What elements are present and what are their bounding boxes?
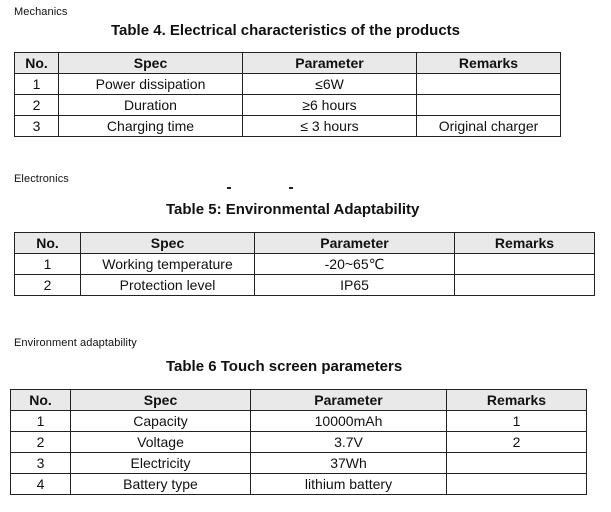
header-remarks: Remarks <box>447 390 587 411</box>
cell-parameter: 10000mAh <box>251 411 447 432</box>
stray-mark <box>289 187 293 189</box>
cell-parameter: ≤6W <box>243 74 417 95</box>
table-row <box>11 453 587 474</box>
table-4-title: Table 4. Electrical characteristics of the products <box>111 22 461 39</box>
cell-spec: Battery type <box>71 474 251 495</box>
cell-spec: Charging time <box>59 116 243 137</box>
header-spec: Spec <box>59 53 243 74</box>
header-no: No. <box>15 233 81 254</box>
header-no: No. <box>15 53 59 74</box>
cell-spec: Working temperature <box>81 254 255 275</box>
cell-no: 4 <box>11 474 71 495</box>
section-label-environment-adaptability: Environment adaptability <box>14 337 137 349</box>
table-row <box>11 474 587 495</box>
table-header-row <box>15 53 561 74</box>
cell-no: 3 <box>15 116 59 137</box>
header-parameter: Parameter <box>243 53 417 74</box>
header-no: No. <box>11 390 71 411</box>
cell-remarks: 1 <box>447 411 587 432</box>
cell-parameter: lithium battery <box>251 474 447 495</box>
cell-spec: Power dissipation <box>59 74 243 95</box>
cell-no: 2 <box>15 275 81 296</box>
cell-spec: Voltage <box>71 432 251 453</box>
cell-remarks: 2 <box>447 432 587 453</box>
cell-parameter: -20~65℃ <box>255 254 455 275</box>
table-row <box>11 411 587 432</box>
header-remarks: Remarks <box>455 233 595 254</box>
table-header-row <box>15 233 595 254</box>
cell-remarks: Original charger <box>417 116 561 137</box>
table-row <box>15 95 561 116</box>
cell-remarks <box>455 275 595 296</box>
table-row <box>11 432 587 453</box>
cell-no: 1 <box>15 254 81 275</box>
cell-spec: Electricity <box>71 453 251 474</box>
cell-spec: Duration <box>59 95 243 116</box>
table-row <box>15 275 595 296</box>
cell-spec: Capacity <box>71 411 251 432</box>
cell-remarks <box>447 453 587 474</box>
cell-no: 1 <box>15 74 59 95</box>
cell-parameter: IP65 <box>255 275 455 296</box>
cell-parameter: 37Wh <box>251 453 447 474</box>
cell-remarks <box>417 74 561 95</box>
cell-no: 3 <box>11 453 71 474</box>
table-6-title: Table 6 Touch screen parameters <box>166 358 403 375</box>
cell-remarks <box>455 254 595 275</box>
header-spec: Spec <box>71 390 251 411</box>
cell-no: 2 <box>11 432 71 453</box>
stray-mark <box>227 187 231 189</box>
header-remarks: Remarks <box>417 53 561 74</box>
table-5-title: Table 5: Environmental Adaptability <box>166 201 420 218</box>
table-row <box>15 254 595 275</box>
cell-parameter: ≤ 3 hours <box>243 116 417 137</box>
table-row <box>15 116 561 137</box>
table-4 <box>14 52 561 137</box>
table-header-row <box>11 390 587 411</box>
header-parameter: Parameter <box>255 233 455 254</box>
cell-remarks <box>447 474 587 495</box>
cell-no: 1 <box>11 411 71 432</box>
section-label-mechanics: Mechanics <box>14 6 68 18</box>
section-label-electronics: Electronics <box>14 173 69 185</box>
cell-spec: Protection level <box>81 275 255 296</box>
table-row <box>15 74 561 95</box>
header-spec: Spec <box>81 233 255 254</box>
cell-parameter: 3.7V <box>251 432 447 453</box>
cell-no: 2 <box>15 95 59 116</box>
table-5 <box>14 232 595 296</box>
cell-parameter: ≥6 hours <box>243 95 417 116</box>
header-parameter: Parameter <box>251 390 447 411</box>
cell-remarks <box>417 95 561 116</box>
table-6 <box>10 389 587 495</box>
